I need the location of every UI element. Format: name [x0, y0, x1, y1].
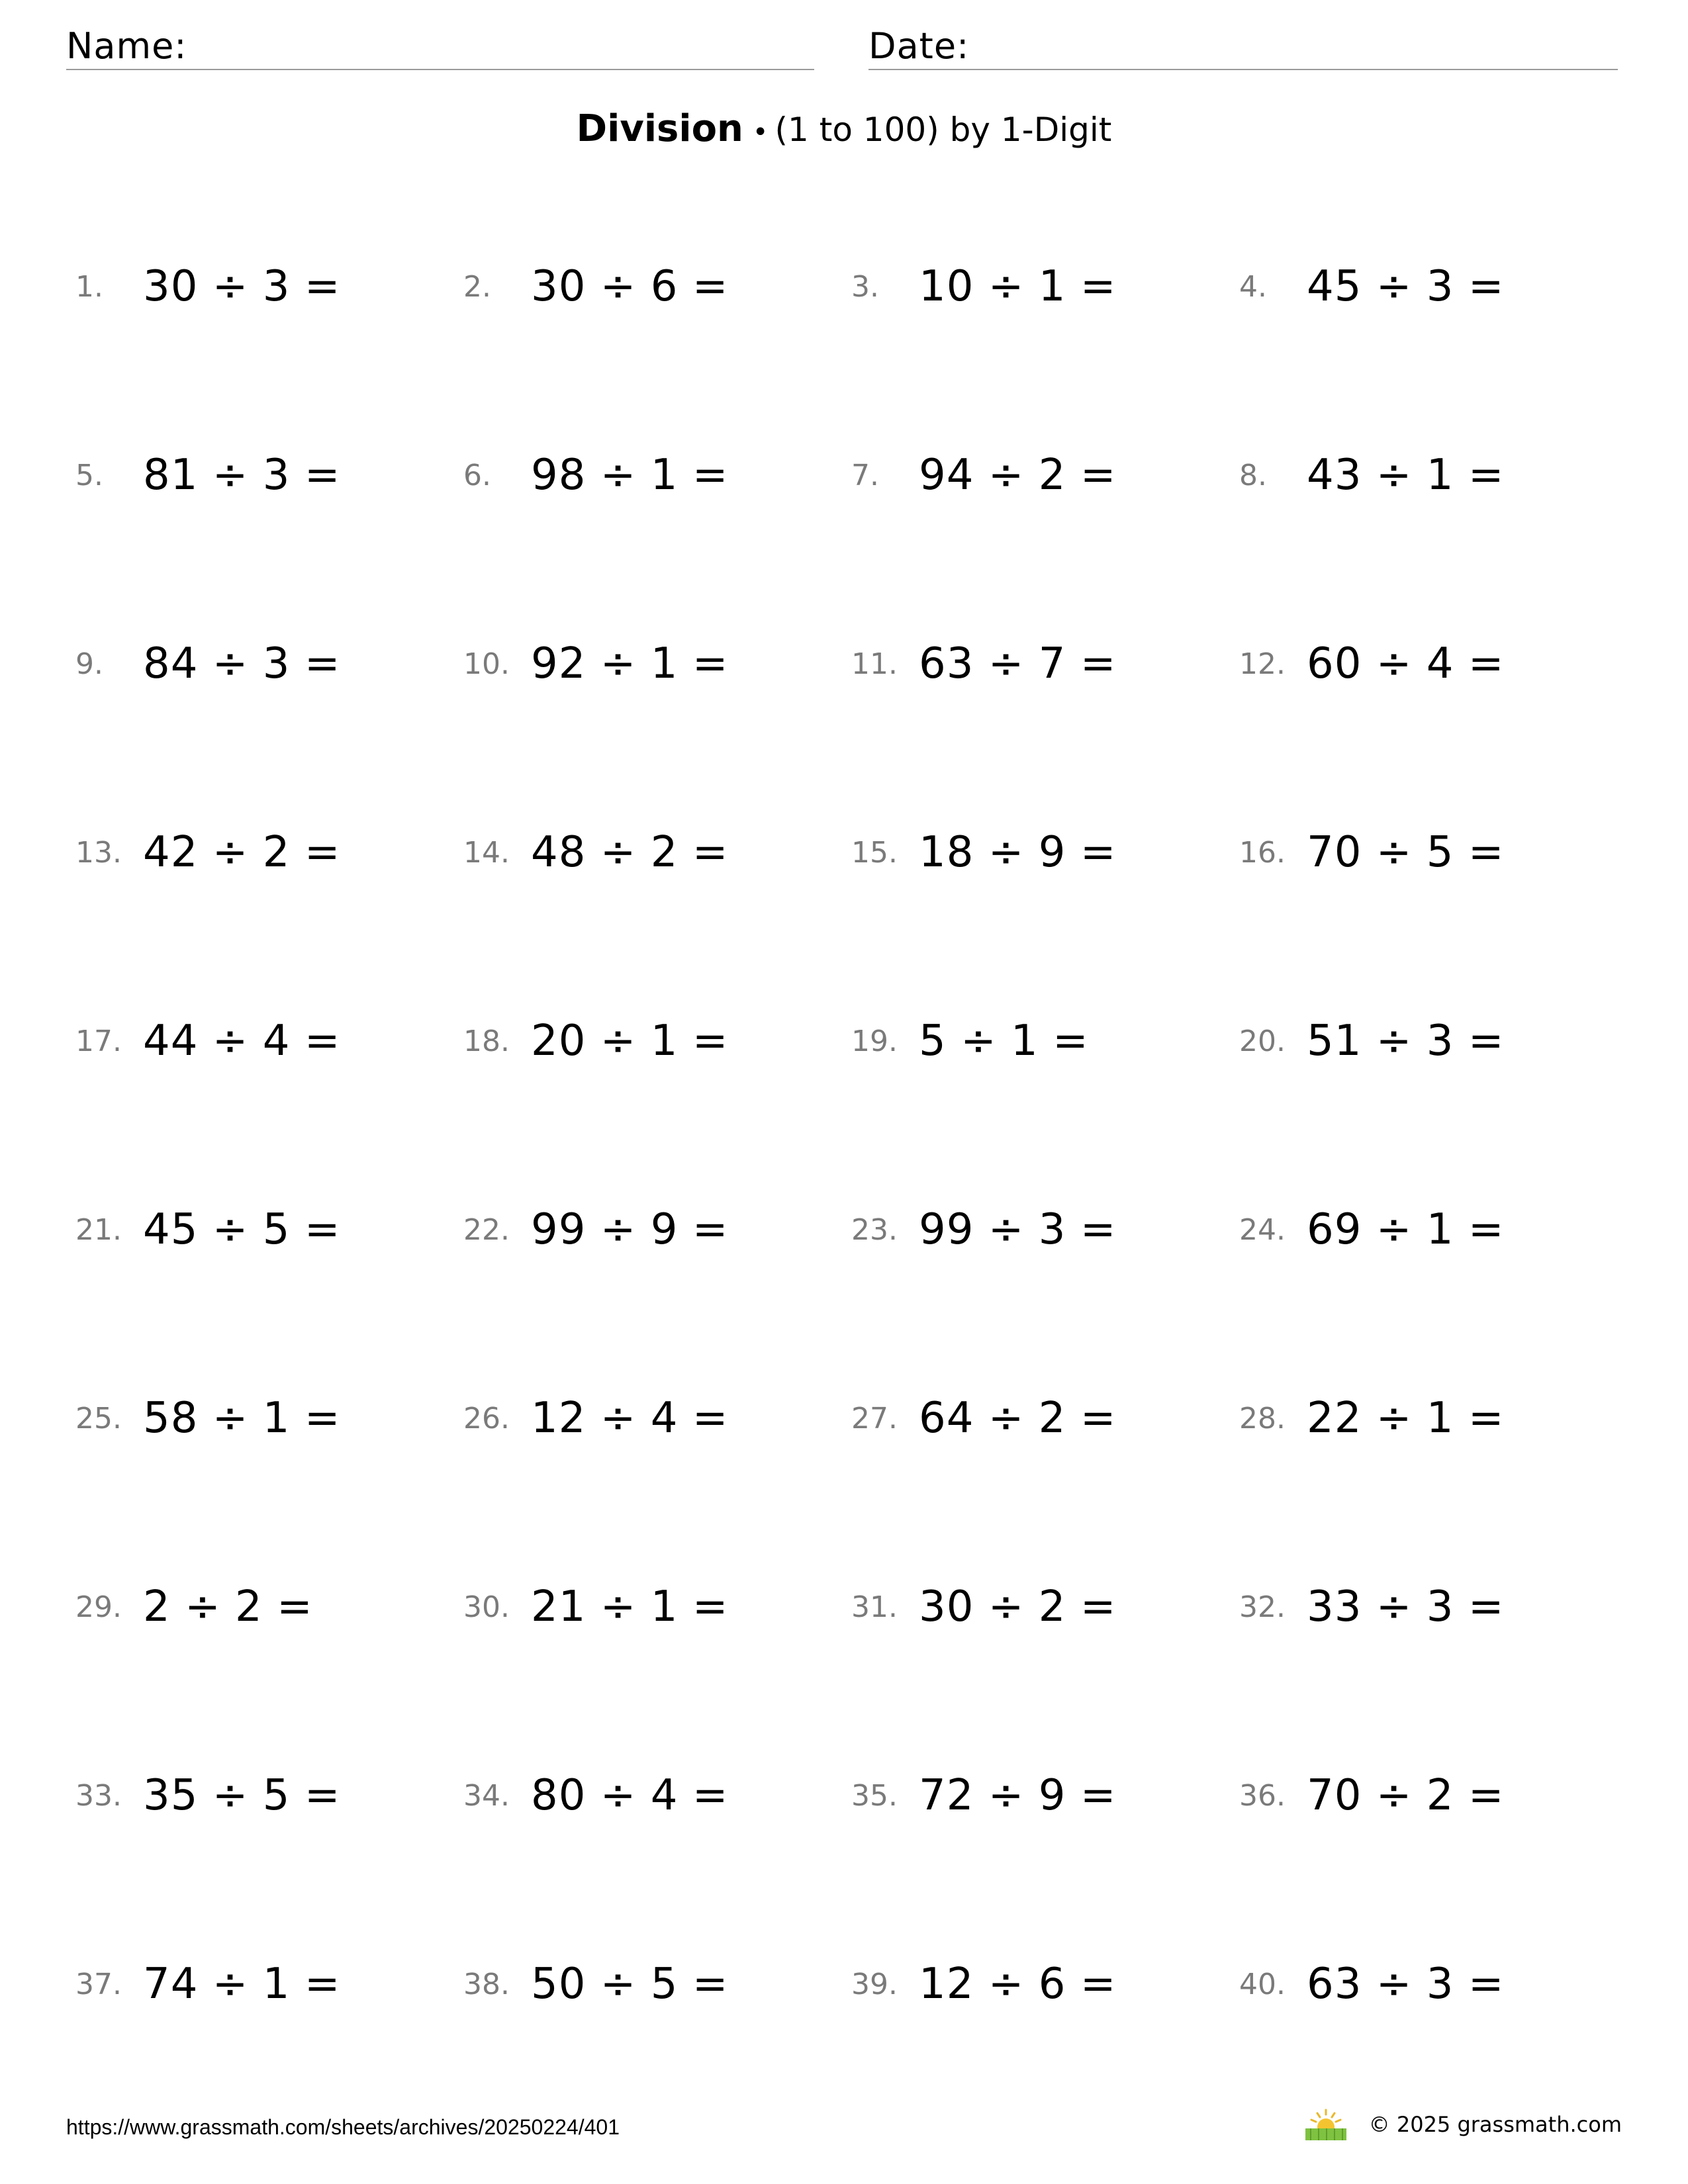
problem-item [851, 1960, 1116, 2019]
problem-number: 27. [851, 1401, 898, 1435]
problem-number: 31. [851, 1590, 898, 1624]
problem-item [1239, 262, 1504, 322]
problem-expression: 21 ÷ 1 = [531, 1582, 729, 1631]
problem-number: 30. [463, 1590, 510, 1624]
problem-item [463, 828, 728, 887]
problem-item [463, 1771, 728, 1831]
problem-expression: 99 ÷ 9 = [531, 1205, 729, 1254]
problem-number: 22. [463, 1212, 510, 1247]
footer-url: https://www.grassmath.com/sheets/archives/20250224/401 [66, 2115, 620, 2139]
date-label: Date: [868, 25, 970, 67]
problem-item [1239, 1205, 1504, 1265]
problem-item [851, 1205, 1116, 1265]
problem-number: 21. [75, 1212, 122, 1247]
problem-expression: 99 ÷ 3 = [919, 1205, 1117, 1254]
problem-expression: 70 ÷ 5 = [1307, 828, 1505, 877]
problem-item [851, 639, 1116, 699]
problem-item [1239, 451, 1504, 510]
problem-number: 35. [851, 1778, 898, 1813]
problem-item [851, 1582, 1116, 1642]
footer-copyright: © 2025 grassmath.com [1368, 2112, 1622, 2137]
problem-item [463, 262, 728, 322]
problem-expression: 45 ÷ 5 = [143, 1205, 341, 1254]
worksheet-title [0, 106, 1688, 156]
problem-expression: 58 ÷ 1 = [143, 1394, 341, 1443]
problem-expression: 10 ÷ 1 = [919, 262, 1117, 311]
problem-expression: 12 ÷ 4 = [531, 1394, 729, 1443]
problem-number: 25. [75, 1401, 122, 1435]
problem-item [851, 1394, 1116, 1453]
problem-number: 37. [75, 1967, 122, 2001]
problem-number: 26. [463, 1401, 510, 1435]
problem-item [75, 1960, 340, 2019]
problem-item [1239, 1582, 1504, 1642]
problem-expression: 69 ÷ 1 = [1307, 1205, 1505, 1254]
name-field[interactable] [66, 24, 814, 70]
problem-number: 6. [463, 458, 491, 492]
problem-number: 10. [463, 647, 510, 681]
problem-expression: 30 ÷ 3 = [143, 262, 341, 311]
problem-number: 33. [75, 1778, 122, 1813]
problem-expression: 63 ÷ 3 = [1307, 1960, 1505, 2009]
problem-number: 2. [463, 269, 491, 304]
problem-number: 14. [463, 835, 510, 870]
problem-expression: 30 ÷ 6 = [531, 262, 729, 311]
problem-number: 11. [851, 647, 898, 681]
problem-expression: 5 ÷ 1 = [919, 1017, 1089, 1066]
problem-expression: 80 ÷ 4 = [531, 1771, 729, 1820]
problem-item [463, 451, 728, 510]
problem-number: 19. [851, 1024, 898, 1058]
problem-expression: 2 ÷ 2 = [143, 1582, 313, 1631]
problem-number: 20. [1239, 1024, 1286, 1058]
problem-expression: 20 ÷ 1 = [531, 1017, 729, 1066]
problem-item [1239, 1394, 1504, 1453]
problem-number: 3. [851, 269, 879, 304]
problem-number: 7. [851, 458, 879, 492]
problem-item [1239, 639, 1504, 699]
problem-number: 15. [851, 835, 898, 870]
title-main: Division [576, 107, 743, 150]
problem-item [1239, 1960, 1504, 2019]
problem-item [851, 828, 1116, 887]
problem-expression: 30 ÷ 2 = [919, 1582, 1117, 1631]
title-separator: • [752, 117, 769, 148]
problem-item [75, 451, 340, 510]
problem-number: 4. [1239, 269, 1267, 304]
problem-number: 18. [463, 1024, 510, 1058]
problem-number: 32. [1239, 1590, 1286, 1624]
problem-expression: 92 ÷ 1 = [531, 639, 729, 688]
problem-number: 5. [75, 458, 103, 492]
problem-item [75, 262, 340, 322]
problem-item [463, 1960, 728, 2019]
problem-expression: 84 ÷ 3 = [143, 639, 341, 688]
problem-number: 16. [1239, 835, 1286, 870]
problem-item [1239, 1017, 1504, 1076]
problem-item [463, 1017, 728, 1076]
problem-expression: 51 ÷ 3 = [1307, 1017, 1505, 1066]
date-field[interactable] [868, 24, 1618, 70]
problem-expression: 70 ÷ 2 = [1307, 1771, 1505, 1820]
problem-number: 9. [75, 647, 103, 681]
problem-expression: 50 ÷ 5 = [531, 1960, 729, 2009]
problem-item [851, 262, 1116, 322]
problem-item [851, 451, 1116, 510]
problem-expression: 74 ÷ 1 = [143, 1960, 341, 2009]
problem-number: 36. [1239, 1778, 1286, 1813]
problem-number: 12. [1239, 647, 1286, 681]
problem-number: 39. [851, 1967, 898, 2001]
problem-expression: 64 ÷ 2 = [919, 1394, 1117, 1443]
problem-expression: 60 ÷ 4 = [1307, 639, 1505, 688]
problem-item [1239, 828, 1504, 887]
problem-item [75, 1205, 340, 1265]
problem-item [463, 1205, 728, 1265]
problem-expression: 63 ÷ 7 = [919, 639, 1117, 688]
problem-number: 28. [1239, 1401, 1286, 1435]
problem-item [1239, 1771, 1504, 1831]
problem-expression: 72 ÷ 9 = [919, 1771, 1117, 1820]
problem-expression: 48 ÷ 2 = [531, 828, 729, 877]
problem-item [75, 639, 340, 699]
problem-expression: 18 ÷ 9 = [919, 828, 1117, 877]
problem-number: 17. [75, 1024, 122, 1058]
problem-item [75, 1582, 313, 1642]
problem-item [75, 828, 340, 887]
footer-brand [1303, 2105, 1622, 2144]
sun-over-grass-icon [1303, 2109, 1349, 2140]
problem-item [463, 1394, 728, 1453]
problem-number: 23. [851, 1212, 898, 1247]
problem-expression: 12 ÷ 6 = [919, 1960, 1117, 2009]
problem-expression: 22 ÷ 1 = [1307, 1394, 1505, 1443]
problem-number: 29. [75, 1590, 122, 1624]
problem-expression: 43 ÷ 1 = [1307, 451, 1505, 500]
problem-item [463, 1582, 728, 1642]
problem-number: 34. [463, 1778, 510, 1813]
problem-item [851, 1771, 1116, 1831]
problem-number: 1. [75, 269, 103, 304]
title-subtitle: (1 to 100) by 1-Digit [774, 111, 1112, 149]
problem-item [75, 1017, 340, 1076]
problem-number: 8. [1239, 458, 1267, 492]
problem-expression: 81 ÷ 3 = [143, 451, 341, 500]
problem-item [75, 1771, 340, 1831]
problem-item [75, 1394, 340, 1453]
problem-number: 13. [75, 835, 122, 870]
problem-expression: 45 ÷ 3 = [1307, 262, 1505, 311]
problem-expression: 42 ÷ 2 = [143, 828, 341, 877]
problem-number: 40. [1239, 1967, 1286, 2001]
problem-expression: 35 ÷ 5 = [143, 1771, 341, 1820]
problem-expression: 33 ÷ 3 = [1307, 1582, 1505, 1631]
problem-item [851, 1017, 1089, 1076]
problem-item [463, 639, 728, 699]
problem-expression: 44 ÷ 4 = [143, 1017, 341, 1066]
name-label: Name: [66, 25, 187, 67]
problem-number: 24. [1239, 1212, 1286, 1247]
problem-expression: 98 ÷ 1 = [531, 451, 729, 500]
problem-expression: 94 ÷ 2 = [919, 451, 1117, 500]
problem-number: 38. [463, 1967, 510, 2001]
